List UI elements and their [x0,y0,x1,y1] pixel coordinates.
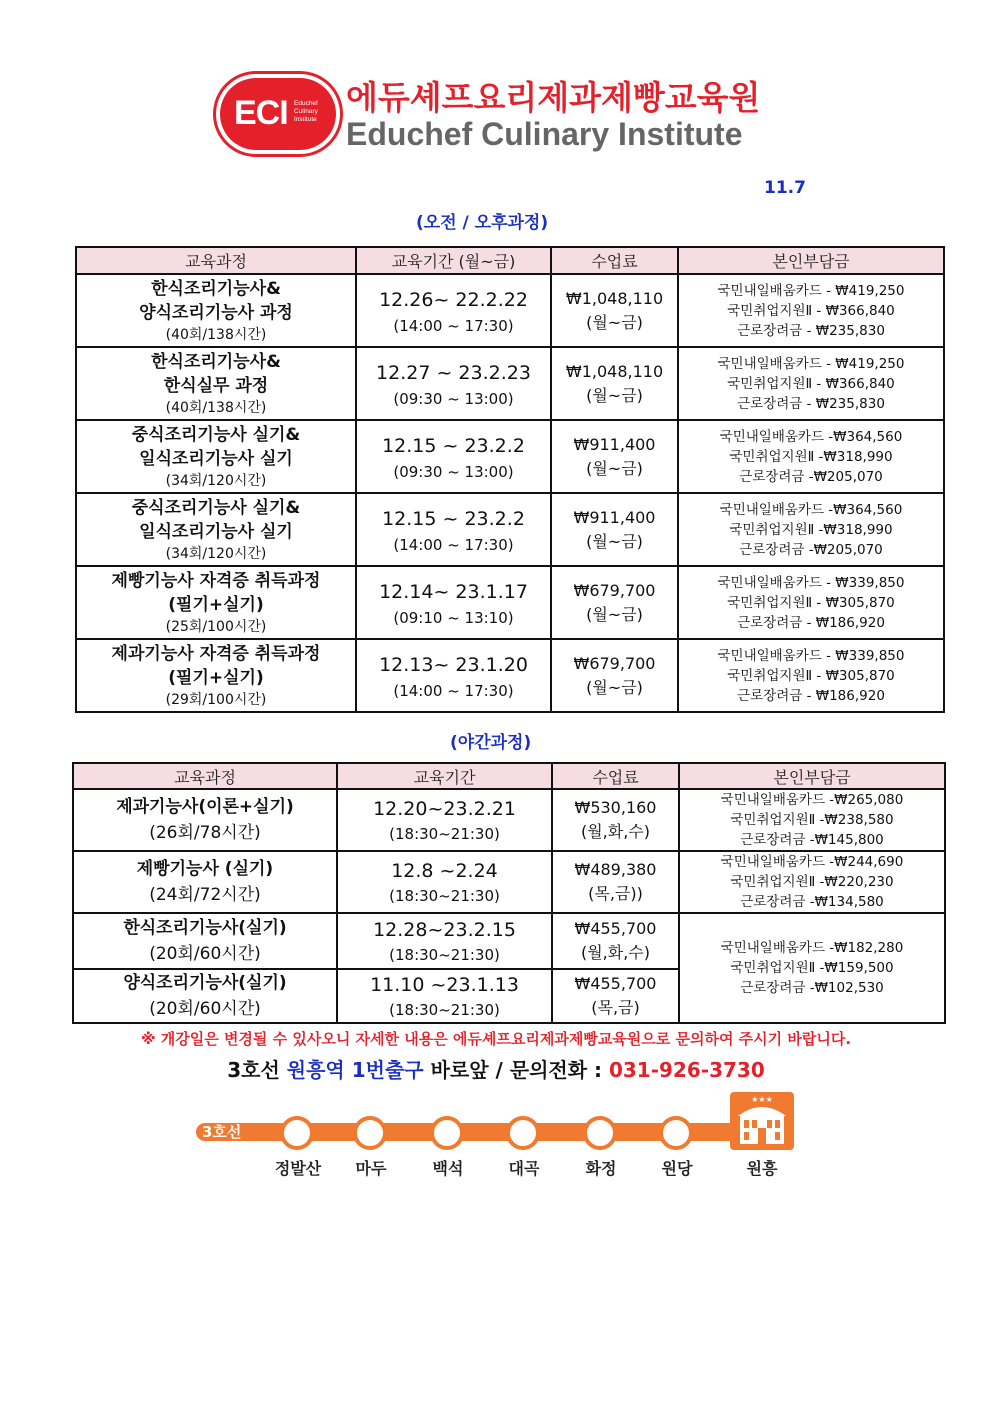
station-name: 대곡 [508,1159,540,1178]
self-pay-item: 국민취업지원Ⅱ -₩220,230 [730,874,894,890]
self-pay-item: 국민내일배움카드 - ₩419,250 [717,355,905,372]
logo-sub: Educhef Culinary Institute [294,100,318,123]
table-row [76,274,944,347]
day-course-table [75,246,945,713]
table-header-row [76,247,944,274]
course-period: 12.15 ~ 23.2.2 [382,507,525,530]
contact-subway-line: 3호선 [227,1058,280,1082]
course-days: (월,화,수) [580,822,651,841]
course-fee: ₩1,048,110 [565,361,664,381]
course-name-cell [73,913,337,969]
table-row [73,913,945,969]
self-pay-item: 근로장려금 -₩205,070 [739,541,883,558]
header-course: 교육과정 [76,247,356,274]
header-course: 교육과정 [73,763,337,789]
self-pay-item: 국민취업지원Ⅱ -₩318,990 [729,521,893,538]
course-name-cell [76,420,356,493]
course-days: (목,금) [591,998,640,1017]
course-fee: ₩911,400 [573,434,656,454]
self-pay-cell [679,789,945,851]
svg-text:★★★: ★★★ [751,1095,773,1104]
course-name: 제과기능사(이론+실기) [116,797,294,817]
course-time: (09:10 ~ 13:10) [393,608,514,627]
course-hours: (34회/120시간) [165,545,267,562]
table-row [76,639,944,712]
self-pay-cell [678,274,944,347]
course-days: (월~금) [586,604,643,624]
self-pay-item: 국민내일배움카드 - ₩339,850 [717,574,905,591]
course-name-cell [76,347,356,420]
course-time: (09:30 ~ 13:00) [393,389,514,408]
table-row [73,851,945,913]
night-section-title: (야간과정) [450,733,532,753]
self-pay-item: 국민취업지원Ⅱ - ₩366,840 [727,375,895,392]
course-period: 12.26~ 22.2.22 [379,288,528,311]
self-pay-item: 국민내일배움카드 - ₩339,850 [717,647,905,664]
course-name-line: 일식조리기능사 실기 [139,448,293,469]
course-name-line: 일식조리기능사 실기 [139,521,293,542]
course-period-cell [337,969,552,1023]
course-time: (09:30 ~ 13:00) [393,462,514,481]
course-fee-cell [551,347,678,420]
document-date: 11.7 [764,178,806,198]
contact-near: 바로앞 / 문의전화 : [430,1058,602,1082]
header-period: 교육기간 [337,763,552,789]
course-days: (월~금) [586,458,643,478]
course-period-cell [337,913,552,969]
course-hours: (20회/60시간) [149,999,261,1019]
self-pay-item: 근로장려금 - ₩186,920 [737,687,885,704]
course-fee: ₩679,700 [573,653,656,673]
self-pay-item: 국민취업지원Ⅱ -₩159,500 [730,960,894,976]
course-hours: (20회/60시간) [149,944,261,964]
station-name: 원당 [661,1159,693,1178]
table-row [76,347,944,420]
course-time: (18:30~21:30) [389,886,500,905]
course-period-cell [337,789,552,851]
course-fee-cell [552,851,679,913]
course-days: (월,화,수) [580,943,651,962]
course-name: 한식조리기능사(실기) [123,918,287,938]
course-fee-cell [551,420,678,493]
course-name-line: 양식조리기능사 과정 [139,302,293,323]
course-name-cell [73,851,337,913]
course-hours: (29회/100시간) [165,691,267,708]
course-name-line: 중식조리기능사 실기& [131,497,301,518]
course-name-cell [76,639,356,712]
header-self-pay: 본인부담금 [678,247,944,274]
logo-text: ECI [234,94,288,132]
self-pay-item: 근로장려금 -₩134,580 [740,894,884,910]
subway-map [196,1090,806,1190]
course-fee: ₩455,700 [574,974,657,993]
course-fee-cell [552,969,679,1023]
contact-phone[interactable]: 031-926-3730 [608,1058,765,1082]
self-pay-item: 근로장려금 - ₩235,830 [737,322,885,339]
table-header-row [73,763,945,789]
course-fee: ₩455,700 [574,919,657,938]
course-days: (월~금) [586,312,643,332]
header-self-pay: 본인부담금 [679,763,945,789]
course-days: (월~금) [586,531,643,551]
self-pay-cell [678,493,944,566]
course-name-cell [76,566,356,639]
course-period-cell [356,639,551,712]
title-korean: 에듀셰프요리제과제빵교육원 [346,78,761,117]
institute-building-icon [730,1092,794,1150]
self-pay-item: 국민내일배움카드 -₩364,560 [719,428,903,445]
station-name: 백석 [432,1159,464,1178]
course-fee-cell [552,913,679,969]
notice-text: ※ 개강일은 변경될 수 있사오니 자세한 내용은 에듀셰프요리제과제빵교육원으로 문의하여 주시기 바랍니다. [140,1030,852,1048]
course-name-cell [76,274,356,347]
course-name-line: 한식조리기능사& [151,351,281,372]
self-pay-item: 국민내일배움카드 -₩244,690 [720,854,904,870]
header-period: 교육기간 (월~금) [356,247,551,274]
station-marker [506,1116,540,1150]
station-marker [280,1116,314,1150]
self-pay-cell [679,851,945,913]
self-pay-cell [679,913,945,1023]
self-pay-item: 근로장려금 -₩145,800 [740,832,884,848]
station-name: 원흥 [746,1159,778,1178]
course-fee-cell [552,789,679,851]
self-pay-item: 국민취업지원Ⅱ -₩318,990 [729,448,893,465]
course-name-line: (필기+실기) [168,667,264,688]
course-name-line: 제과기능사 자격증 취득과정 [111,643,321,664]
course-hours: (24회/72시간) [149,885,261,905]
course-time: (18:30~21:30) [389,824,500,843]
header-fee: 수업료 [551,247,678,274]
self-pay-item: 국민취업지원Ⅱ - ₩305,870 [727,594,895,611]
course-name-line: 중식조리기능사 실기& [131,424,301,445]
course-period: 12.20~23.2.21 [373,797,516,820]
course-period-cell [356,347,551,420]
course-time: (14:00 ~ 17:30) [393,681,514,700]
night-course-table [72,762,946,1024]
self-pay-cell [678,420,944,493]
course-name-line: 한식조리기능사& [151,278,281,299]
self-pay-item: 근로장려금 - ₩186,920 [737,614,885,631]
course-name-line: 한식실무 과정 [163,375,269,396]
course-fee: ₩911,400 [573,507,656,527]
course-hours: (40회/138시간) [165,326,267,343]
course-time: (14:00 ~ 17:30) [393,535,514,554]
self-pay-item: 국민취업지원Ⅱ - ₩366,840 [727,302,895,319]
course-name-cell [73,969,337,1023]
self-pay-cell [678,639,944,712]
course-fee-cell [551,493,678,566]
course-time: (18:30~21:30) [389,1000,500,1019]
course-period-cell [356,274,551,347]
course-hours: (34회/120시간) [165,472,267,489]
course-name: 제빵기능사 (실기) [136,859,274,879]
course-hours: (25회/100시간) [165,618,267,635]
course-time: (14:00 ~ 17:30) [393,316,514,335]
self-pay-item: 국민내일배움카드 -₩182,280 [720,940,904,956]
contact-station: 원흥역 1번출구 [286,1058,424,1082]
course-days: (월~금) [586,677,643,697]
course-period-cell [356,420,551,493]
self-pay-item: 근로장려금 - ₩235,830 [737,395,885,412]
course-period: 11.10 ~23.1.13 [370,973,519,996]
course-period: 12.27 ~ 23.2.23 [376,361,531,384]
title-english: Educhef Culinary Institute [346,116,743,152]
self-pay-item: 근로장려금 -₩205,070 [739,468,883,485]
course-days: (월~금) [586,385,643,405]
station-marker [353,1116,387,1150]
course-fee: ₩530,160 [574,798,657,817]
station-name: 정발산 [274,1159,322,1178]
station-name: 화정 [585,1159,617,1178]
course-fee-cell [551,274,678,347]
table-row [76,566,944,639]
course-name-line: (필기+실기) [168,594,264,615]
course-hours: (26회/78시간) [149,823,261,843]
course-period: 12.14~ 23.1.17 [379,580,528,603]
table-row [76,420,944,493]
header [218,72,778,158]
self-pay-item: 국민취업지원Ⅱ -₩238,580 [730,812,894,828]
self-pay-item: 국민내일배움카드 -₩364,560 [719,501,903,518]
course-days: (목,금)) [588,884,643,903]
course-period: 12.13~ 23.1.20 [379,653,528,676]
day-section-title: (오전 / 오후과정) [416,213,549,233]
contact-line [0,1054,992,1083]
course-fee: ₩1,048,110 [565,288,664,308]
course-period: 12.28~23.2.15 [373,918,516,941]
eci-logo [220,78,336,150]
self-pay-item: 국민내일배움카드 -₩265,080 [720,792,904,808]
self-pay-item: 근로장려금 -₩102,530 [740,980,884,996]
subway-line-label: 3호선 [202,1123,242,1141]
course-time: (18:30~21:30) [389,945,500,964]
station-marker [659,1116,693,1150]
table-row [76,493,944,566]
self-pay-item: 국민내일배움카드 - ₩419,250 [717,282,905,299]
station-marker [583,1116,617,1150]
course-period-cell [356,493,551,566]
course-fee-cell [551,566,678,639]
self-pay-cell [678,347,944,420]
course-fee-cell [551,639,678,712]
course-name-cell [76,493,356,566]
course-period-cell [356,566,551,639]
course-fee: ₩489,380 [574,860,657,879]
course-period: 12.15 ~ 23.2.2 [382,434,525,457]
course-hours: (40회/138시간) [165,399,267,416]
self-pay-item: 국민취업지원Ⅱ - ₩305,870 [727,667,895,684]
self-pay-cell [678,566,944,639]
course-name-line: 제빵기능사 자격증 취득과정 [111,570,321,591]
course-period-cell [337,851,552,913]
course-name-cell [73,789,337,851]
table-row [73,789,945,851]
course-fee: ₩679,700 [573,580,656,600]
station-marker [430,1116,464,1150]
header-fee: 수업료 [552,763,679,789]
course-name: 양식조리기능사(실기) [123,973,287,993]
station-name: 마두 [355,1159,387,1178]
course-period: 12.8 ~2.24 [391,859,498,882]
